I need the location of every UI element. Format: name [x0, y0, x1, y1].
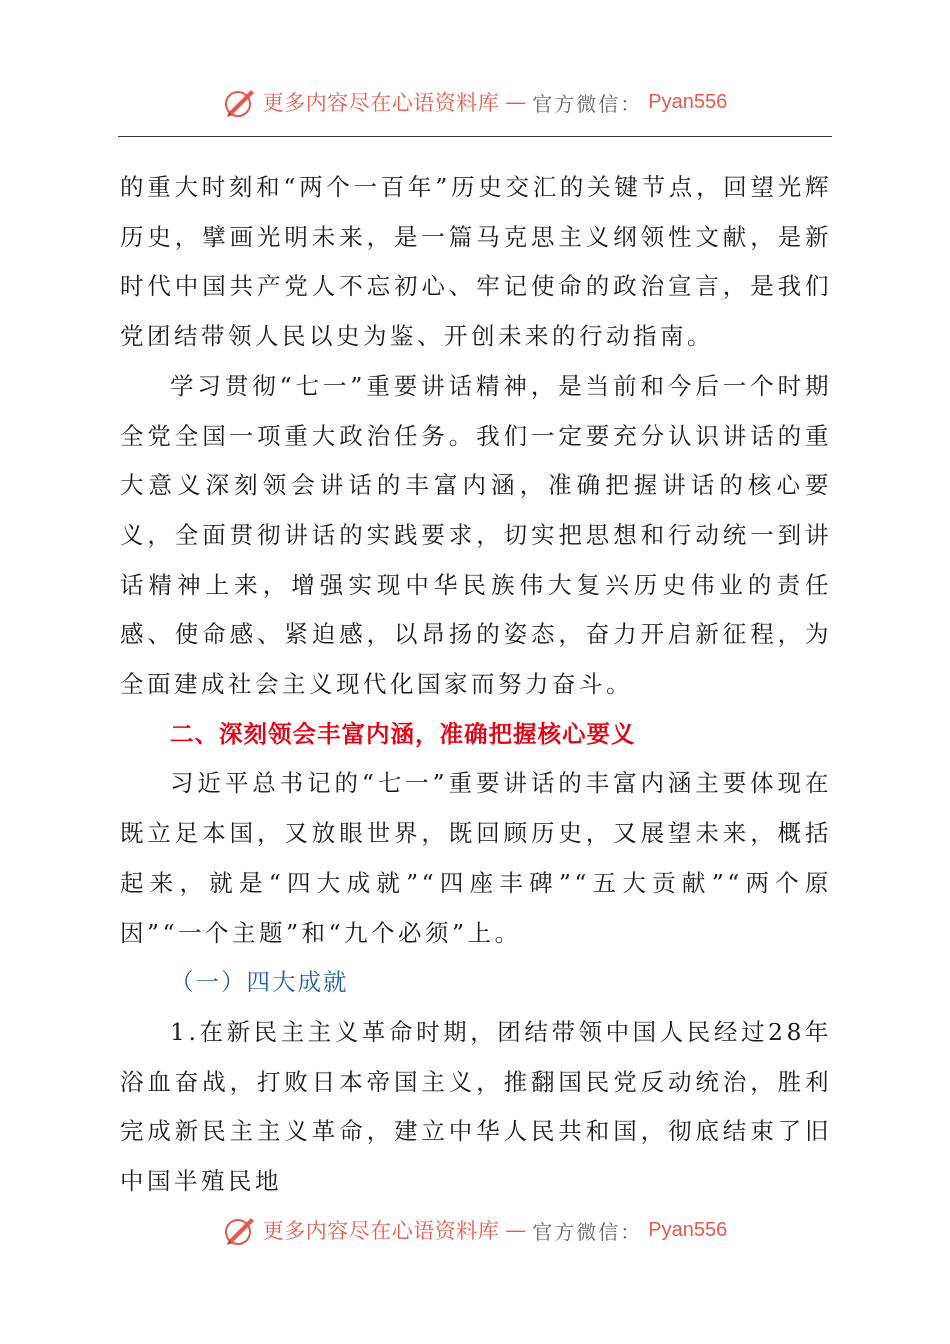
footer-banner — [0, 1210, 950, 1250]
banner-site-text: 更多内容尽在心语资料库 — [262, 91, 500, 115]
paragraph-section-intro: 习近平总书记的“七一”重要讲话的丰富内涵主要体现在既立足本国，又放眼世界，既回顾历史，又展望未来，概括起来，就是“四大成就”“四座丰碑”“五大贡献”“两个原因”“一个主题”和“九个必须”上。 — [120, 769, 832, 947]
header-divider — [118, 136, 832, 137]
paragraph-continuation: 的重大时刻和“两个一百年”历史交汇的关键节点，回望光辉历史，擘画光明未来，是一篇马克思主义纲领性文献，是新时代中国共产党人不忘初心、牢记使命的政治宣言，是我们党团结带领人民以史为鉴、开创未来的行动指南。 — [120, 173, 832, 351]
banner-site-text: 更多内容尽在心语资料库 — [262, 1219, 500, 1243]
paragraph-item-1: 1.在新民主主义革命时期，团结带领中国人民经过28年浴血奋战，打败日本帝国主义，推翻国民党反动统治，胜利完成新民主主义革命，建立中华人民共和国，彻底结束了旧中国半殖民地 — [120, 1017, 832, 1196]
pen-logo-icon — [223, 1213, 257, 1247]
banner-wechat-label: 官方微信： — [532, 91, 643, 116]
document-body — [120, 163, 832, 1207]
banner-wechat-label: 官方微信： — [532, 1219, 643, 1244]
banner-dash: — — [505, 1218, 527, 1242]
banner-dash: — — [505, 90, 527, 114]
section-heading: 二、深刻领会丰富内涵，准确把握核心要义 — [170, 719, 636, 748]
subheading: （一）四大成就 — [170, 968, 349, 997]
pen-logo-icon — [223, 85, 257, 119]
banner-wechat-id: Pyan556 — [648, 90, 728, 113]
header-banner — [0, 82, 950, 122]
banner-wechat-id: Pyan556 — [648, 1218, 728, 1241]
paragraph-study: 学习贯彻“七一”重要讲话精神，是当前和今后一个时期全党全国一项重大政治任务。我们一定要充分认识讲话的重大意义深刻领会讲话的丰富内涵，准确把握讲话的核心要义，全面贯彻讲话的实践要求，切实把思想和行动统一到讲话精神上来，增强实现中华民族伟大复兴历史伟业的责任感、使命感、紧迫感，以昂扬的姿态，奋力开启新征程，为全面建成社会主义现代化国家而努力奋斗。 — [120, 371, 832, 699]
